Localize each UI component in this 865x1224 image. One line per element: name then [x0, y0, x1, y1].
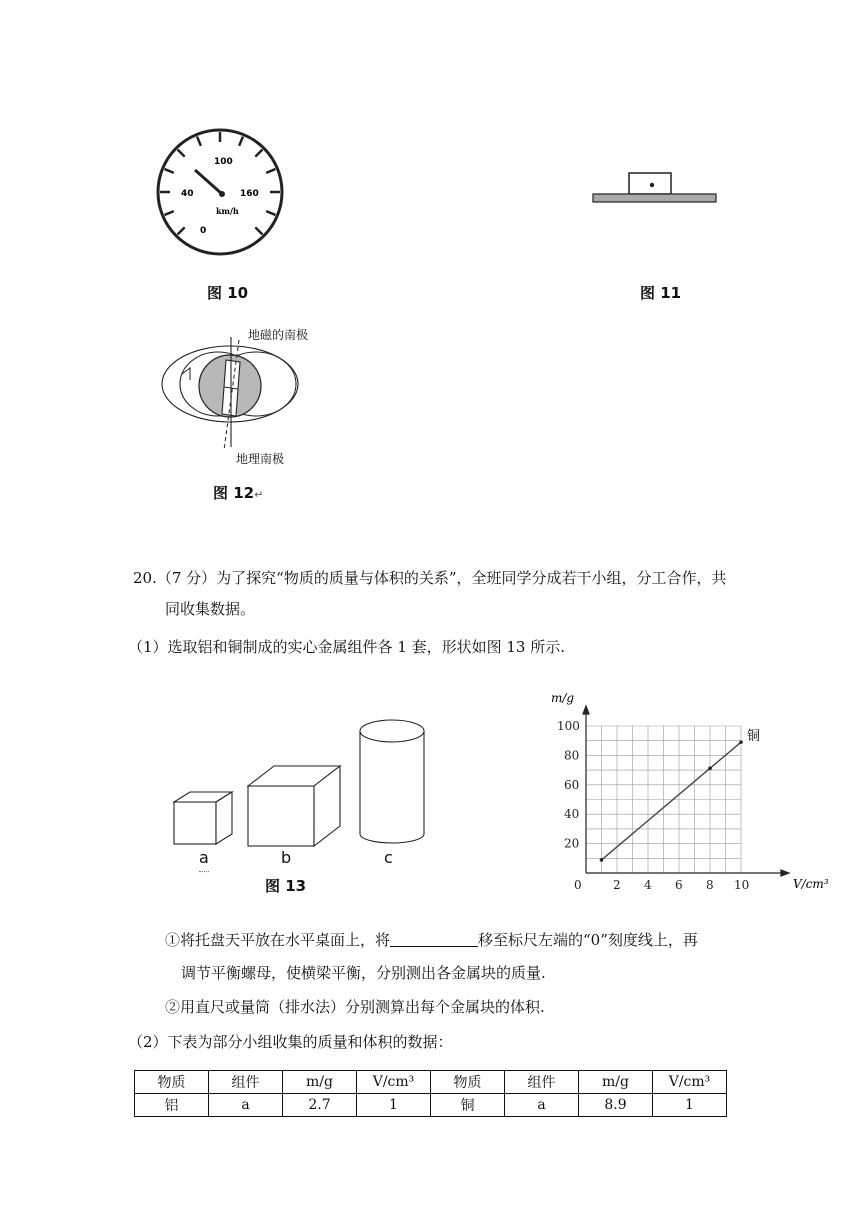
- x-tick-label: 10: [734, 878, 750, 892]
- speedometer-needle: [195, 170, 222, 194]
- needle-hub: [219, 191, 225, 197]
- question-part1: （1）选取铝和铜制成的实心金属组件各 1 套，形状如图 13 所示.: [128, 638, 566, 656]
- block-label-a: a: [199, 848, 209, 867]
- table-header-row: [135, 1071, 727, 1094]
- dial-tick: [239, 137, 243, 146]
- y-axis-label: m/g: [551, 691, 575, 705]
- dial-tick: [178, 150, 185, 157]
- cylinder-c: [360, 720, 424, 843]
- block-label-b: b: [281, 848, 292, 867]
- step-1-text-a: ①将托盘天平放在水平桌面上，将: [165, 931, 391, 949]
- table-cell: a: [505, 1094, 579, 1117]
- y-tick-label: 20: [564, 836, 580, 851]
- question-20-line1: 20.（7 分）为了探究“物质的质量与体积的关系”，全班同学分成若干小组，分工合作，共: [133, 569, 727, 587]
- question-20-line2: 同收集数据。: [165, 600, 256, 618]
- table-header-cell: 组件: [209, 1071, 283, 1094]
- y-axis-arrow: [583, 706, 589, 714]
- x-tick-label: 2: [613, 878, 621, 892]
- table-cell: 1: [653, 1094, 727, 1117]
- dial-label-0: 0: [200, 226, 207, 236]
- mass-volume-chart: [545, 688, 840, 898]
- dial-unit: km/h: [216, 206, 239, 216]
- dial-tick: [165, 169, 174, 173]
- figure-12-caption: [213, 482, 263, 503]
- table-header-cell: m/g: [579, 1071, 653, 1094]
- block-label-c: c: [384, 848, 393, 867]
- figure-10-caption: 图 10: [207, 284, 249, 302]
- step-2-line: ②用直尺或量筒（排水法）分别测算出每个金属块的体积.: [165, 998, 545, 1016]
- x-tick-label: 6: [675, 878, 683, 892]
- table-header-cell: V/cm³: [653, 1071, 727, 1094]
- answer-blank[interactable]: [390, 932, 478, 947]
- figure-11-caption: 图 11: [640, 284, 682, 302]
- dial-tick: [255, 227, 262, 234]
- figure-12-caption-text: 图 12: [213, 484, 255, 502]
- cube-b: [248, 766, 340, 846]
- step-1-text-b: 移至标尺左端的“0”刻度线上，再: [478, 931, 698, 949]
- y-tick-label: 60: [564, 777, 580, 792]
- table-cell: 2.7: [283, 1094, 357, 1117]
- x-tick-label: 8: [706, 878, 714, 892]
- y-tick-label: 80: [564, 748, 580, 763]
- table-row: [135, 1094, 727, 1117]
- data-table: [134, 1070, 727, 1117]
- dial-tick: [165, 211, 174, 215]
- dial-label-100: 100: [214, 157, 233, 167]
- data-point: [600, 858, 604, 862]
- metal-blocks-figure: [170, 710, 440, 870]
- x-tick-label: 0: [574, 878, 582, 892]
- step-1-line1: [165, 930, 698, 950]
- cube-a: [174, 792, 232, 844]
- table-cell: 8.9: [579, 1094, 653, 1117]
- table-header-cell: V/cm³: [357, 1071, 431, 1094]
- block-center-dot: [650, 183, 654, 187]
- step-1-line2: 调节平衡螺母，使横梁平衡，分别测出各金属块的质量.: [181, 964, 546, 982]
- dial-tick: [178, 227, 185, 234]
- y-tick-label: 40: [564, 807, 580, 822]
- spell-underline: [199, 868, 209, 872]
- series-label-copper: 铜: [747, 729, 761, 745]
- question-part2: （2）下表为部分小组收集的质量和体积的数据：: [128, 1033, 453, 1051]
- return-mark: ↵: [254, 488, 264, 501]
- y-tick-label: 100: [557, 719, 580, 733]
- series-line-copper: [602, 742, 742, 860]
- data-point: [739, 740, 743, 744]
- speedometer-figure: [150, 128, 295, 268]
- table-header-cell: 物质: [135, 1071, 209, 1094]
- figure-13-caption: 图 13: [265, 877, 307, 895]
- table-header-cell: 组件: [505, 1071, 579, 1094]
- table-cell: 1: [357, 1094, 431, 1117]
- x-tick-label: 4: [644, 878, 652, 892]
- dial-tick: [266, 211, 275, 215]
- x-axis-arrow: [781, 870, 789, 876]
- table-cell: 铜: [431, 1094, 505, 1117]
- block: [629, 173, 671, 194]
- block-on-plank-figure: [590, 168, 720, 208]
- magnetic-south-label: 地磁的南极: [248, 328, 309, 342]
- table-header-cell: m/g: [283, 1071, 357, 1094]
- dial-label-160: 160: [240, 189, 259, 199]
- dial-tick: [255, 150, 262, 157]
- table-cell: a: [209, 1094, 283, 1117]
- data-point: [708, 767, 712, 771]
- dial-tick: [266, 169, 275, 173]
- dial-label-40: 40: [181, 189, 194, 199]
- geographic-south-label: 地理南极: [236, 452, 285, 466]
- table-header-cell: 物质: [431, 1071, 505, 1094]
- table-cell: 铝: [135, 1094, 209, 1117]
- plank: [593, 194, 716, 202]
- dial-tick: [197, 137, 201, 146]
- x-axis-label: V/cm³: [793, 877, 829, 891]
